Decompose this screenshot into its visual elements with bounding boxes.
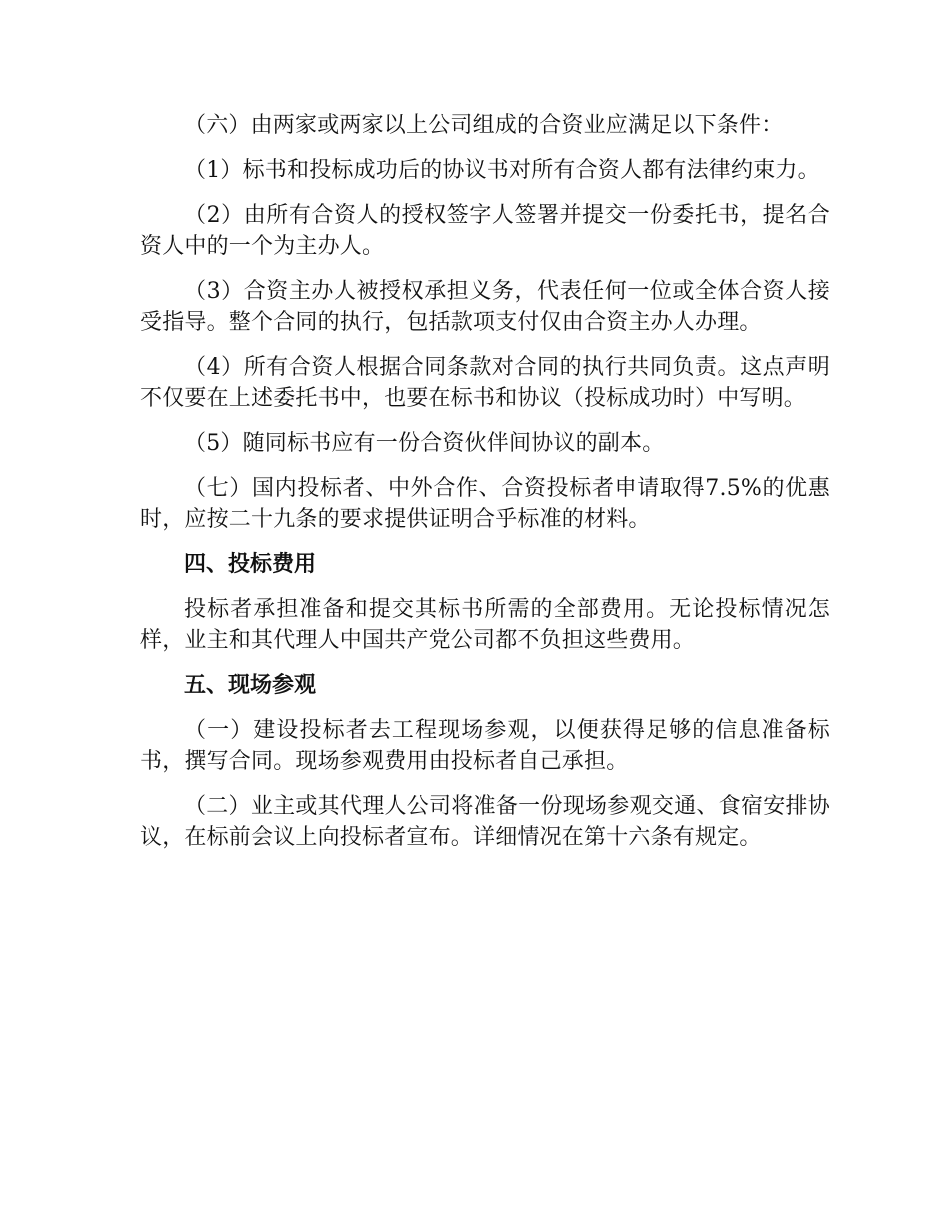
paragraph-joint-venture-conditions: （六）由两家或两家以上公司组成的合资业应满足以下条件： bbox=[184, 113, 784, 138]
section-heading-bid-cost: 四、投标费用 bbox=[184, 552, 317, 577]
document-page bbox=[140, 110, 830, 867]
paragraph-item-3: （3）合资主办人被授权承担义务，代表任何一位或全体合资人接受指导。整个合同的执行，包括款项支付仅由合资主办人办理。 bbox=[140, 279, 830, 335]
paragraph-site-visit-2: （二）业主或其代理人公司将准备一份现场参观交通、食宿安排协议，在标前会议上向投标者宣布。详细情况在第十六条有规定。 bbox=[140, 794, 830, 850]
paragraph-item-5: （5）随同标书应有一份合资伙伴间协议的副本。 bbox=[184, 431, 665, 456]
paragraph-item-2: （2）由所有合资人的授权签字人签署并提交一份委托书，提名合资人中的一个为主办人。 bbox=[140, 203, 830, 259]
paragraph-item-1: （1）标书和投标成功后的协议书对所有合资人都有法律约束力。 bbox=[184, 158, 820, 183]
paragraph-site-visit-1: （一）建设投标者去工程现场参观，以便获得足够的信息准备标书，撰写合同。现场参观费用由投标者自己承担。 bbox=[140, 718, 830, 774]
paragraph-domestic-preference: （七）国内投标者、中外合作、合资投标者申请取得7.5%的优惠时，应按二十九条的要求提供证明合乎标准的材料。 bbox=[140, 476, 830, 532]
paragraph-bid-cost: 投标者承担准备和提交其标书所需的全部费用。无论投标情况怎样，业主和其代理人中国共产党公司都不负担这些费用。 bbox=[140, 597, 830, 653]
paragraph-item-4: （4）所有合资人根据合同条款对合同的执行共同负责。这点声明不仅要在上述委托书中，也要在标书和协议（投标成功时）中写明。 bbox=[140, 355, 830, 411]
section-heading-site-visit: 五、现场参观 bbox=[184, 673, 317, 698]
